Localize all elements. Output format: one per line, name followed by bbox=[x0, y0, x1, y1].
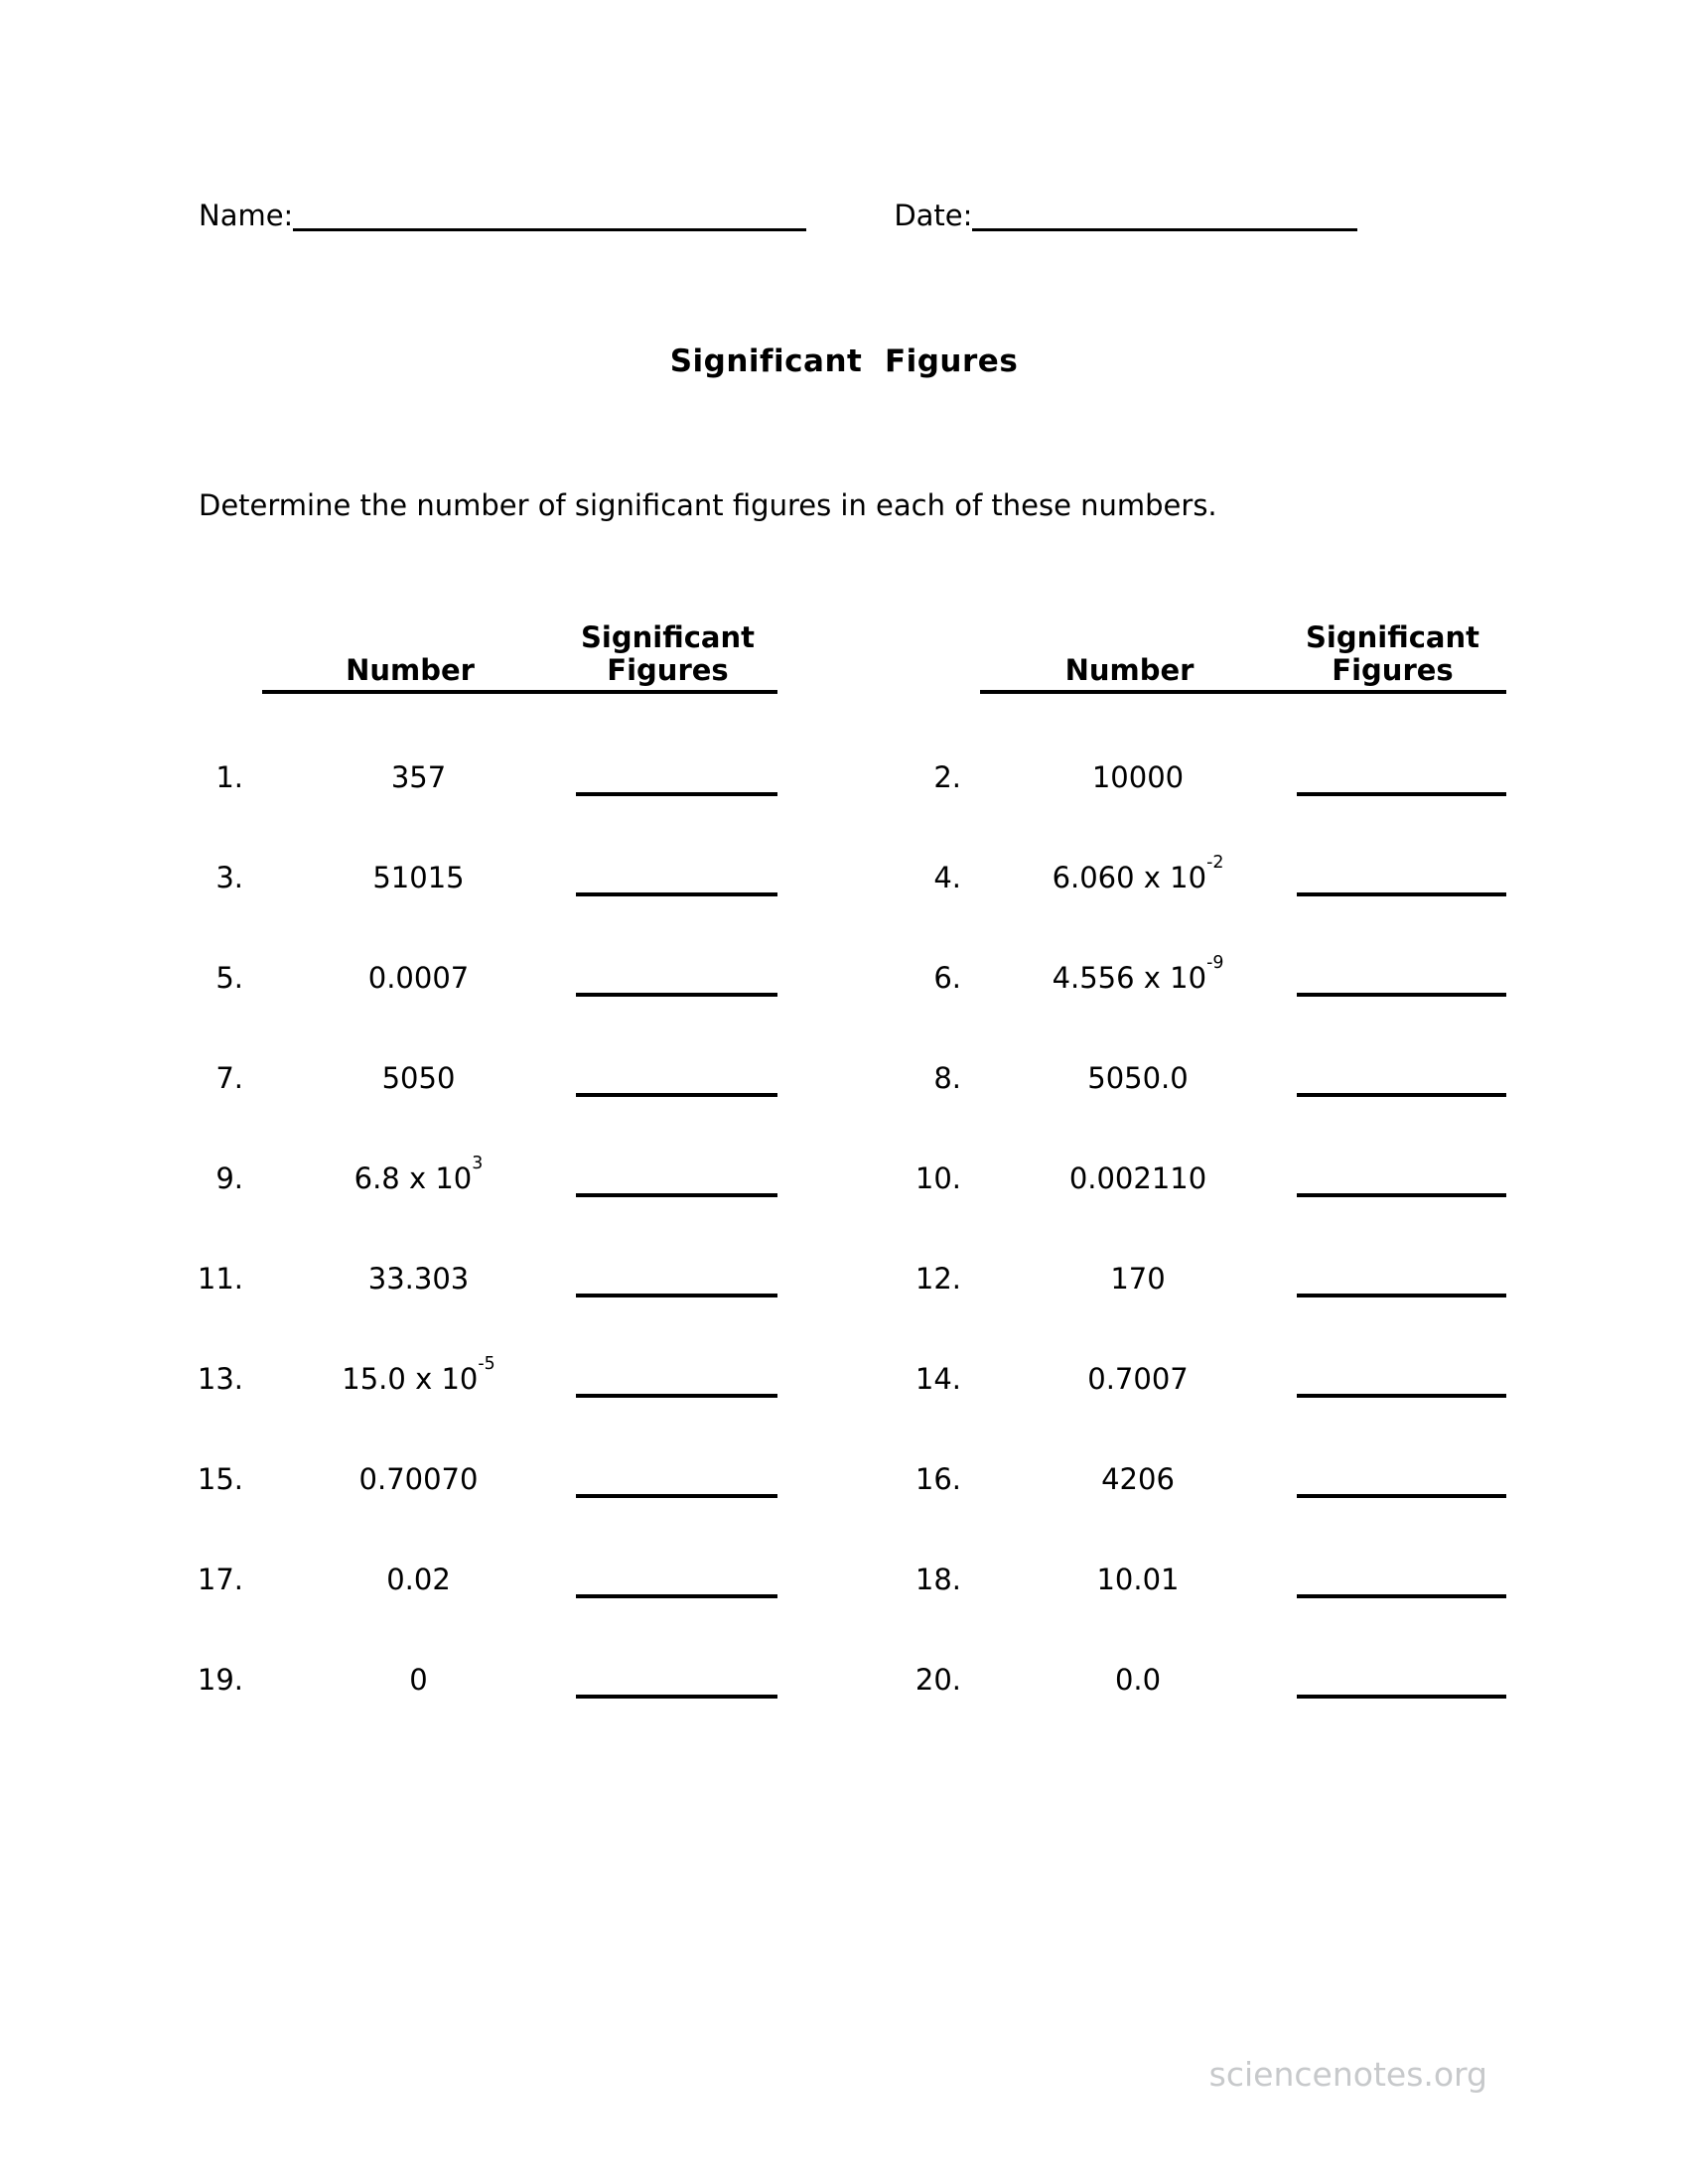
rows-right bbox=[894, 760, 1506, 1763]
table-row bbox=[894, 1362, 1506, 1462]
item-value: 6.060 x $10^{-2}$ bbox=[1052, 852, 1224, 894]
column-header-sigfigs-line2: Figures bbox=[1332, 653, 1454, 687]
table-row bbox=[189, 1663, 777, 1763]
item-number: 1. bbox=[215, 760, 243, 794]
item-value: 0.02 bbox=[386, 1563, 451, 1596]
item-number: 16. bbox=[914, 1462, 961, 1496]
table-row bbox=[189, 861, 777, 961]
item-number: 2. bbox=[933, 760, 961, 794]
item-value: 170 bbox=[1110, 1262, 1166, 1296]
answer-blank bbox=[1297, 1563, 1506, 1663]
answer-blank bbox=[576, 1161, 777, 1262]
answer-blank-line bbox=[576, 792, 777, 796]
column-header-sigfigs bbox=[1279, 621, 1506, 687]
answer-blank bbox=[1297, 1061, 1506, 1161]
item-value: 0 bbox=[409, 1663, 428, 1697]
item-value: 5050.0 bbox=[1087, 1061, 1189, 1095]
item-exponent: 3 bbox=[472, 1153, 484, 1173]
item-value: 0.70070 bbox=[358, 1462, 479, 1496]
date-blank-line bbox=[972, 197, 1357, 231]
worksheet-title: Significant Figures bbox=[669, 343, 1019, 379]
item-value: 4206 bbox=[1101, 1462, 1175, 1496]
name-blank-line bbox=[293, 197, 806, 231]
answer-blank-line bbox=[576, 1494, 777, 1498]
item-value: 4.556 x $10^{-9}$ bbox=[1052, 952, 1224, 995]
item-value: 33.303 bbox=[367, 1262, 470, 1296]
item-exponent: -2 bbox=[1206, 852, 1224, 873]
item-value: 10.01 bbox=[1096, 1563, 1180, 1596]
answer-blank bbox=[576, 1262, 777, 1362]
item-number: 20. bbox=[914, 1663, 961, 1697]
table-row bbox=[894, 1161, 1506, 1262]
item-number: 11. bbox=[197, 1262, 243, 1296]
answer-blank bbox=[576, 760, 777, 861]
item-number: 5. bbox=[215, 961, 243, 995]
item-number: 9. bbox=[215, 1161, 243, 1195]
column-header-sigfigs-line2: Figures bbox=[607, 653, 729, 687]
item-value: 10000 bbox=[1091, 760, 1185, 794]
answer-blank bbox=[1297, 1462, 1506, 1563]
name-date-row bbox=[199, 197, 1357, 231]
answer-blank-line bbox=[576, 993, 777, 997]
answer-blank-line bbox=[1297, 1695, 1506, 1699]
item-number: 7. bbox=[215, 1061, 243, 1095]
item-value: 51015 bbox=[372, 861, 465, 894]
footer-watermark: sciencenotes.org bbox=[1208, 2055, 1487, 2094]
answer-blank-line bbox=[1297, 892, 1506, 896]
answer-blank bbox=[576, 1362, 777, 1462]
answer-blank bbox=[576, 961, 777, 1061]
table-row bbox=[189, 961, 777, 1061]
answer-blank-line bbox=[576, 1594, 777, 1598]
column-header-row bbox=[980, 621, 1506, 694]
item-value: 6.8 x $10^3$ bbox=[353, 1153, 484, 1195]
item-number: 17. bbox=[197, 1563, 243, 1596]
table-column-group-left bbox=[189, 621, 777, 1763]
item-number: 15. bbox=[197, 1462, 243, 1496]
item-exponent: -9 bbox=[1206, 952, 1224, 973]
answer-blank bbox=[576, 1563, 777, 1663]
table-row bbox=[189, 1462, 777, 1563]
answer-blank bbox=[1297, 760, 1506, 861]
table-row bbox=[894, 760, 1506, 861]
table-row bbox=[894, 852, 1506, 961]
date-label: Date: bbox=[894, 199, 973, 232]
item-number: 19. bbox=[197, 1663, 243, 1697]
item-number: 12. bbox=[914, 1262, 961, 1296]
item-number: 13. bbox=[197, 1362, 243, 1396]
answer-blank bbox=[1297, 1262, 1506, 1362]
name-label: Name: bbox=[199, 199, 294, 232]
table-row bbox=[894, 1262, 1506, 1362]
item-number: 14. bbox=[914, 1362, 961, 1396]
table-column-group-right bbox=[894, 621, 1506, 1763]
column-header-sigfigs-line1: Significant bbox=[581, 620, 755, 654]
item-number: 8. bbox=[933, 1061, 961, 1095]
item-exponent: -5 bbox=[478, 1353, 495, 1374]
sigfigs-table bbox=[0, 621, 1688, 1912]
table-row bbox=[894, 952, 1506, 1061]
column-header-number: Number bbox=[346, 653, 475, 687]
table-row bbox=[189, 1153, 777, 1262]
item-value: 0.0 bbox=[1114, 1663, 1162, 1697]
item-value: 357 bbox=[390, 760, 447, 794]
item-number: 18. bbox=[914, 1563, 961, 1596]
answer-blank bbox=[576, 1061, 777, 1161]
answer-blank-line bbox=[1297, 1093, 1506, 1097]
answer-blank bbox=[576, 1462, 777, 1563]
answer-blank-line bbox=[1297, 1594, 1506, 1598]
table-row bbox=[189, 760, 777, 861]
answer-blank-line bbox=[1297, 1494, 1506, 1498]
answer-blank-line bbox=[576, 1294, 777, 1297]
answer-blank-line bbox=[576, 1193, 777, 1197]
instruction-text: Determine the number of significant figures in each of these numbers. bbox=[199, 488, 1217, 522]
answer-blank-line bbox=[1297, 792, 1506, 796]
answer-blank-line bbox=[576, 1695, 777, 1699]
table-row bbox=[189, 1262, 777, 1362]
item-number: 4. bbox=[933, 861, 961, 894]
answer-blank-line bbox=[1297, 1193, 1506, 1197]
table-row bbox=[894, 1563, 1506, 1663]
column-header-sigfigs bbox=[558, 621, 777, 687]
answer-blank-line bbox=[576, 1093, 777, 1097]
item-number: 3. bbox=[215, 861, 243, 894]
item-number: 10. bbox=[914, 1161, 961, 1195]
answer-blank bbox=[1297, 961, 1506, 1061]
answer-blank-line bbox=[576, 1394, 777, 1398]
answer-blank-line bbox=[1297, 1294, 1506, 1297]
answer-blank-line bbox=[1297, 1394, 1506, 1398]
item-value: 0.002110 bbox=[1068, 1161, 1207, 1195]
table-row bbox=[189, 1061, 777, 1161]
column-header-number: Number bbox=[1064, 653, 1195, 687]
rows-left bbox=[189, 760, 777, 1763]
answer-blank bbox=[1297, 1362, 1506, 1462]
answer-blank bbox=[1297, 1663, 1506, 1763]
answer-blank bbox=[1297, 861, 1506, 961]
answer-blank bbox=[1297, 1161, 1506, 1262]
item-value: 5050 bbox=[381, 1061, 456, 1095]
answer-blank-line bbox=[576, 892, 777, 896]
item-value: 0.0007 bbox=[367, 961, 470, 995]
answer-blank bbox=[576, 861, 777, 961]
table-row bbox=[894, 1061, 1506, 1161]
answer-blank-line bbox=[1297, 993, 1506, 997]
column-header-sigfigs-line1: Significant bbox=[1306, 620, 1479, 654]
table-row bbox=[189, 1563, 777, 1663]
column-header-row bbox=[262, 621, 777, 694]
table-row bbox=[894, 1663, 1506, 1763]
answer-blank bbox=[576, 1663, 777, 1763]
table-row bbox=[189, 1353, 777, 1462]
table-row bbox=[894, 1462, 1506, 1563]
item-number: 6. bbox=[933, 961, 961, 995]
item-value: 0.7007 bbox=[1087, 1362, 1189, 1396]
item-value: 15.0 x $10^{-5}$ bbox=[342, 1353, 495, 1396]
